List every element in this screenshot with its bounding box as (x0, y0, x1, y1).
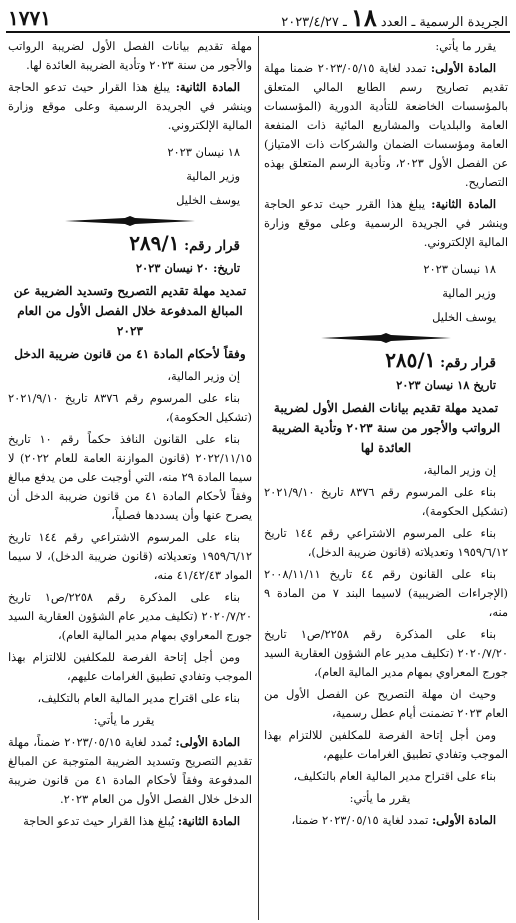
preamble-line: ومن أجل إتاحة الفرصة للمكلفين للالتزام بهذا الموجب وتفادي تطبيق الغرامات عليهم، (264, 728, 508, 761)
article-1 (264, 59, 508, 192)
signature-name: يوسف الخليل (432, 310, 496, 324)
issue-date: ـ ٢٠٢٣/٤/٢٧ (281, 15, 347, 30)
preamble-line: بناء على المرسوم الاشتراعي رقم ١٤٤ تاريخ ١٩٥٩/٦/١٢ وتعديلاته (قانون ضريبة الدخل)، لا سيما المواد ٤١/٤٢/٤٣ منه، (8, 530, 252, 582)
decision-label: قرار رقم: (184, 238, 240, 254)
preamble-line: بناء على القانون النافذ حكماً رقم ١٠ تاريخ ٢٠٢٢/١١/١٥ (قانون الموازنة العامة للعام ٢٠٢٢) لا سيما المادة ٢٩ منه، التي أوجبت على من يدفع مبالغ وفقاً لأحكام المادة ٤١ من قانون ضريبة الدخل أن يصرح عنها وأن يسددها فصلياً، (8, 432, 253, 522)
signature-title: وزير المالية (186, 169, 240, 183)
left-column (8, 37, 252, 834)
article-label: المادة الأولى: (431, 813, 496, 827)
preamble-line: إن وزير المالية، (423, 463, 496, 477)
decides-line: يقرر ما يأتي: (93, 713, 155, 727)
preamble-line: بناء على القانون رقم ٤٤ تاريخ ٢٠٠٨/١١/١١ (الإجراءات الضريبية) لاسيما البند ٧ من المادة ٩ منه، (264, 567, 508, 619)
article-text: تُمدد لغاية ٢٠٢٣/٠٥/١٥ ضمناً، مهلة تقديم التصريح وتسديد الضريبة المتوجبة عن المبالغ المدفوعة وفقاً لأحكام المادة ٤١ من قانون ضريبة الدخل خلال الفصل الأول من العام ٢٠٢٣. (8, 735, 252, 806)
decision-number: ٢٨٥/١ (385, 348, 436, 372)
decision-title (264, 348, 508, 373)
decision-number: ٢٨٩/١ (129, 231, 180, 255)
preamble-line: وحيث ان مهلة التصريح عن الفصل الأول من العام ٢٠٢٣ تضمنت أيام عطل رسمية، (264, 687, 508, 720)
page-header (8, 4, 508, 30)
decision-subject-2: وفقاً لأحكام المادة ٤١ من قانون ضريبة الدخل (14, 347, 246, 361)
article-label: المادة الأولى: (430, 61, 497, 75)
article-label: المادة الأولى: (175, 735, 240, 749)
preamble-line: بناء على اقتراح مدير المالية العام بالتكليف، (37, 691, 240, 705)
article-text: تمدد لغاية ٢٠٢٣/٠٥/١٥ ضمنا مهلة تقديم تصاريح رسم الطابع المالي المتعلق بالمؤسسات الخاضعة للتأدية الدورية (المؤسسات العامة والبلديات والمشاريع المائية ذات المنفعة العامة ومؤسسات الضمان والشركات ذات الامتياز) عن الفصل الأول ٢٠٢٣، وتأدية الرسم المتعلق بهذه التصاريح. (264, 61, 508, 189)
preamble-line: ومن أجل إتاحة الفرصة للمكلفين للالتزام بهذا الموجب وتفادي تطبيق الغرامات عليهم، (8, 650, 252, 683)
article-2 (264, 195, 508, 252)
decision-title (8, 231, 252, 256)
article-text: يبلغ هذا القرار حيث تدعو الحاجة وينشر في الجريدة الرسمية وعلى موقع وزارة المالية الإلكتروني. (8, 80, 252, 132)
decision-subject: تمديد مهلة تقديم بيانات الفصل الأول لضريبة الرواتب والأجور من سنة ٢٠٢٣ وتأدية الضريبة العائدة لها (271, 401, 501, 455)
column-separator (258, 36, 259, 920)
preamble-line: بناء على المذكرة رقم ٢٢٥٨/ص١ تاريخ ٢٠٢٠/٧/٢٠ (تكليف مدير عام الشؤون العقارية السيد جورج المعراوي بمهام مدير المالية العام)، (264, 627, 508, 679)
article-2 (8, 78, 252, 135)
decision-label: قرار رقم: (440, 355, 496, 371)
preamble-line: إن وزير المالية، (167, 369, 240, 383)
article-text: تمدد لغاية ٢٠٢٣/٠٥/١٥ ضمنا، (291, 813, 432, 827)
preamble-line: بناء على المرسوم رقم ٨٣٧٦ تاريخ ٢٠٢١/٩/١٠ (تشكيل الحكومة)، (264, 485, 508, 518)
decision-date: تاريخ ١٨ نيسان ٢٠٢٣ (396, 378, 496, 392)
separator-ornament (264, 333, 508, 343)
decides-line: يقرر ما يأتي: (349, 791, 411, 805)
article-label: المادة الثانية: (175, 80, 240, 94)
continued-text: مهلة تقديم بيانات الفصل الأول لضريبة الرواتب والأجور من سنة ٢٠٢٣ وتأدية الضريبة العائدة لها. (8, 39, 252, 72)
page-number: ١٧٧١ (8, 6, 51, 30)
preamble-line: بناء على المذكرة رقم ٢٢٥٨/ص١ تاريخ ٢٠٢٠/٧/٢٠ (تكليف مدير عام الشؤون العقارية السيد جورج المعراوي بمهام مدير المالية العام)، (8, 590, 252, 642)
preamble-line: بناء على اقتراح مدير المالية العام بالتكليف، (293, 769, 496, 783)
article-text: يُبلغ هذا القرار حيث تدعو الحاجة (23, 814, 178, 828)
article-text: يبلغ هذا القرر حيث تدعو الحاجة وينشر في الجريدة الرسمية وعلى موقع وزارة المالية الإلكتروني. (264, 197, 508, 249)
article-2 (8, 812, 252, 831)
gazette-issue-date (281, 3, 508, 32)
header-rule (6, 31, 510, 33)
signature-name: يوسف الخليل (176, 193, 240, 207)
decision-subject: تمديد مهلة تقديم التصريح وتسديد الضريبة عن المبالغ المدفوعة خلال الفصل الأول من العام ٢٠٢٣ (13, 284, 247, 338)
article-label: المادة الثانية: (177, 814, 240, 828)
decides-line: يقرر ما يأتي: (435, 39, 496, 53)
signature-date: ١٨ نيسان ٢٠٢٣ (167, 145, 240, 159)
issue-number: ١٨ (350, 3, 377, 32)
preamble-line: بناء على المرسوم رقم ٨٣٧٦ تاريخ ٢٠٢١/٩/١٠ (تشكيل الحكومة)، (8, 391, 252, 424)
decision-date: تاريخ: ٢٠ نيسان ٢٠٢٣ (135, 261, 240, 275)
signature-title: وزير المالية (442, 286, 496, 300)
signature-date: ١٨ نيسان ٢٠٢٣ (423, 262, 496, 276)
article-label: المادة الثانية: (431, 197, 496, 211)
article-1 (264, 811, 508, 830)
separator-ornament (8, 216, 252, 226)
preamble-line: بناء على المرسوم الاشتراعي رقم ١٤٤ تاريخ ١٩٥٩/٦/١٢ وتعديلاته (قانون ضريبة الدخل)، (264, 526, 508, 559)
gazette-name: الجريدة الرسمية ـ العدد (380, 15, 508, 30)
right-column (264, 37, 508, 833)
article-1 (8, 733, 252, 809)
